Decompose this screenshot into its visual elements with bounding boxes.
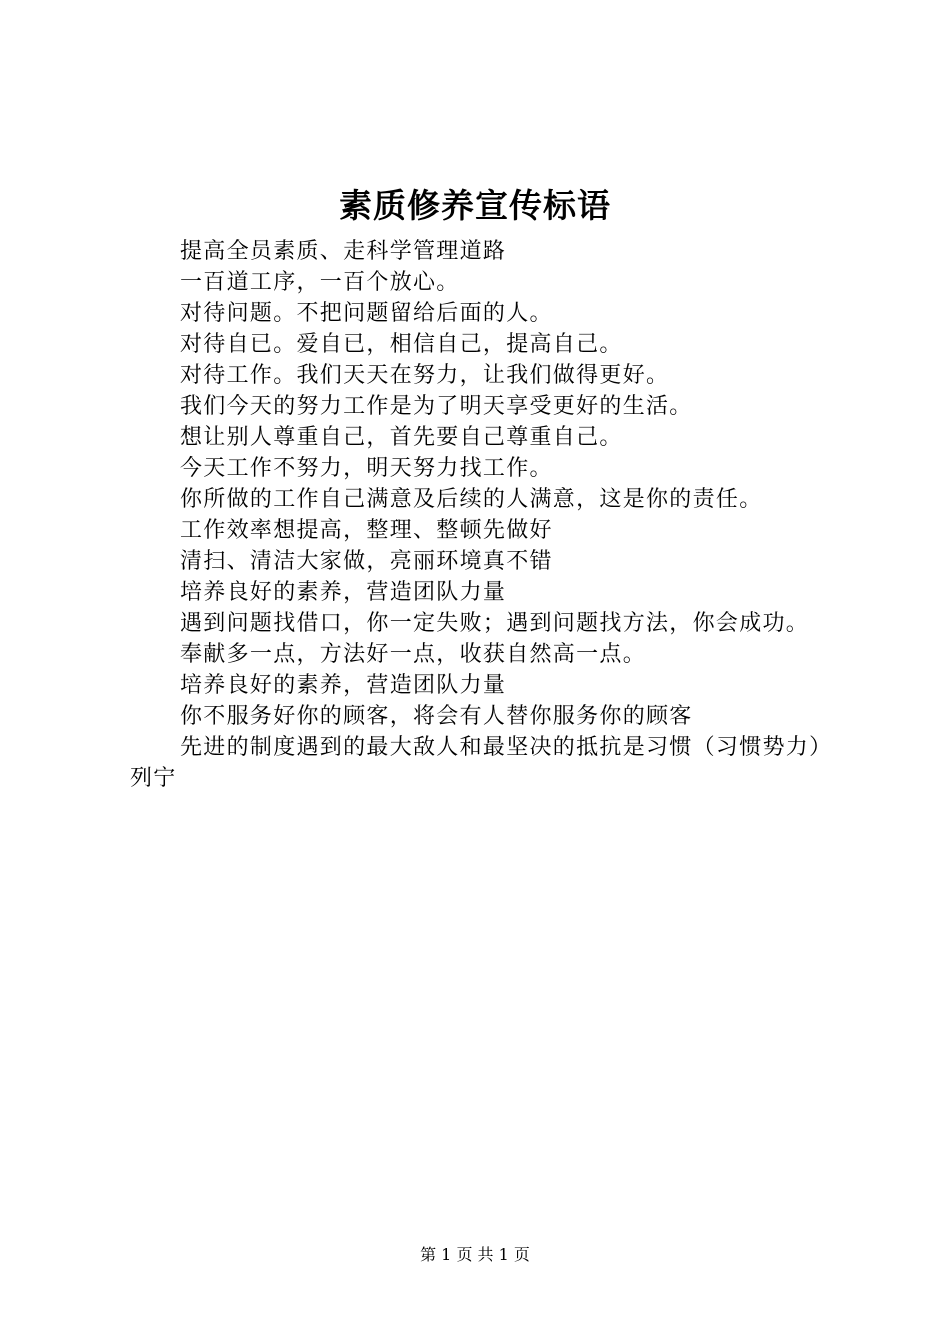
paragraph: 想让别人尊重自己，首先要自己尊重自己。 bbox=[180, 425, 623, 450]
paragraph: 一百道工序，一百个放心。 bbox=[180, 270, 460, 295]
paragraph: 工作效率想提高，整理、整顿先做好 bbox=[180, 518, 553, 543]
document-title: 素质修养宣传标语 bbox=[339, 186, 611, 225]
paragraph: 清扫、清洁大家做，亮丽环境真不错 bbox=[180, 549, 553, 574]
paragraph: 对待工作。我们天天在努力，让我们做得更好。 bbox=[180, 363, 670, 388]
paragraph: 对待问题。不把问题留给后面的人。 bbox=[180, 301, 553, 326]
paragraph: 先进的制度遇到的最大敌人和最坚决的抵抗是习惯（习惯势力）列宁 bbox=[130, 735, 833, 791]
paragraph: 提高全员素质、走科学管理道路 bbox=[180, 239, 507, 264]
paragraph: 培养良好的素养，营造团队力量 bbox=[180, 580, 507, 605]
paragraph: 你不服务好你的顾客，将会有人替你服务你的顾客 bbox=[180, 704, 693, 729]
paragraph: 奉献多一点，方法好一点，收获自然高一点。 bbox=[180, 642, 647, 667]
document-body bbox=[130, 236, 835, 794]
paragraph: 你所做的工作自己满意及后续的人满意，这是你的责任。 bbox=[180, 487, 763, 512]
paragraph: 对待自已。爱自已，相信自己，提高自己。 bbox=[180, 332, 623, 357]
paragraph: 今天工作不努力，明天努力找工作。 bbox=[180, 456, 553, 481]
page-footer: 第 1 页 共 1 页 bbox=[420, 1245, 530, 1264]
paragraph: 遇到问题找借口，你一定失败；遇到问题找方法，你会成功。 bbox=[180, 611, 810, 636]
paragraph: 我们今天的努力工作是为了明天享受更好的生活。 bbox=[180, 394, 693, 419]
paragraph: 培养良好的素养，营造团队力量 bbox=[180, 673, 507, 698]
